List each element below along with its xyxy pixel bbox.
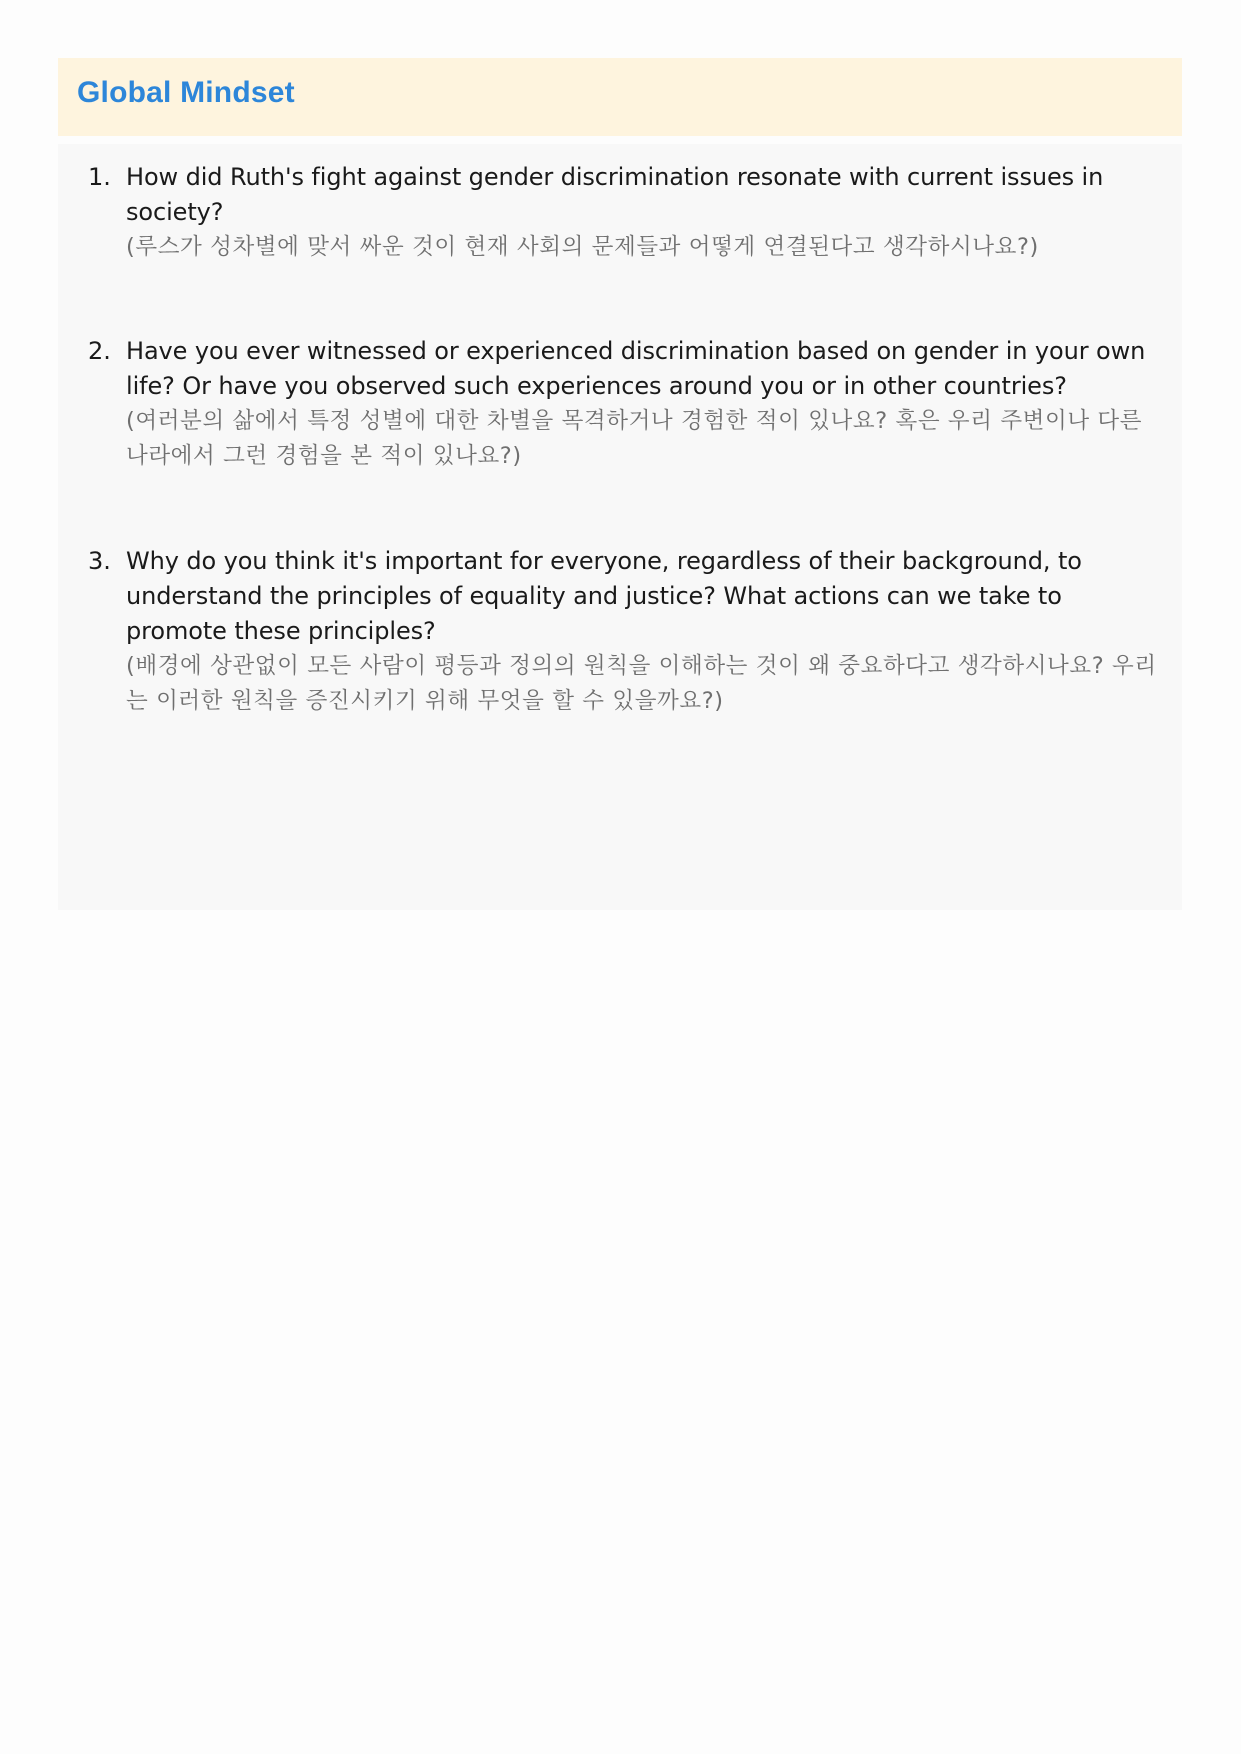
questions-panel <box>58 144 1182 910</box>
question-number: 3. <box>88 547 111 575</box>
question-body <box>126 544 1166 719</box>
question-number: 1. <box>88 163 111 191</box>
question-body <box>126 334 1166 474</box>
question-body <box>126 160 1166 265</box>
page-title: Global Mindset <box>77 76 295 109</box>
question-english-text: How did Ruth's fight against gender discrimination resonate with current issues in society? <box>126 163 1104 226</box>
section-header <box>58 58 1182 136</box>
question-english-text: Have you ever witnessed or experienced discrimination based on gender in your own life? Or have you observed such experiences around you or in other countries? <box>126 337 1146 400</box>
question-korean-translation: (배경에 상관없이 모든 사람이 평등과 정의의 원칙을 이해하는 것이 왜 중요하다고 생각하시나요? 우리는 이러한 원칙을 증진시키기 위해 무엇을 할 수 있을까요?) <box>126 653 1157 714</box>
question-korean-translation: (루스가 성차별에 맞서 싸운 것이 현재 사회의 문제들과 어떻게 연결된다고 생각하시나요?) <box>126 234 1039 260</box>
question-korean-translation: (여러분의 삶에서 특정 성별에 대한 차별을 목격하거나 경험한 적이 있나요? 혹은 우리 주변이나 다른 나라에서 그런 경험을 본 적이 있나요?) <box>126 408 1143 469</box>
question-number: 2. <box>88 337 111 365</box>
question-english-text: Why do you think it's important for everyone, regardless of their background, to understand the principles of equality and justice? What actions can we take to promote these principles? <box>126 547 1082 645</box>
